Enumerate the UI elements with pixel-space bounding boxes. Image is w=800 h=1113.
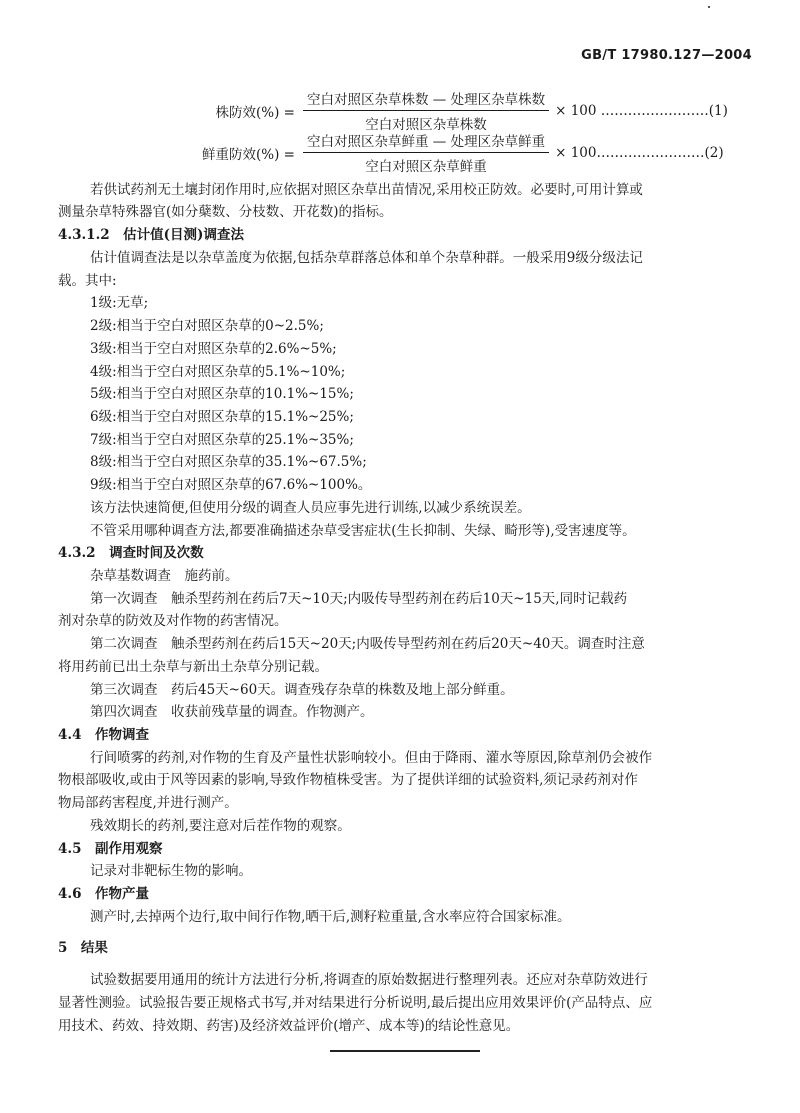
list-item: 1级:无草; bbox=[90, 295, 149, 311]
section-heading: 4.6 作物产量 bbox=[58, 886, 149, 902]
formula-tail: × 100……………………(2) bbox=[555, 144, 724, 161]
section-heading: 5 结果 bbox=[58, 940, 108, 956]
formula-denominator: 空白对照区杂草鲜重 bbox=[365, 159, 487, 175]
paragraph-line: 第二次调查 触杀型药剂在药后15天~20天;内吸传导型药剂在药后20天~40天。调查时注意 bbox=[90, 636, 645, 652]
formula-denominator: 空白对照区杂草株数 bbox=[365, 117, 487, 133]
formula-plant-control-effect bbox=[200, 88, 728, 133]
list-item: 3级:相当于空白对照区杂草的2.6%~5%; bbox=[90, 341, 337, 357]
paragraph-line: 估计值调查法是以杂草盖度为依据,包括杂草群落总体和单个杂草种群。一般采用9级分级法记 bbox=[90, 250, 643, 266]
list-item: 9级:相当于空白对照区杂草的67.6%~100%。 bbox=[90, 477, 372, 493]
list-item: 4级:相当于空白对照区杂草的5.1%~10%; bbox=[90, 364, 346, 380]
standard-code: GB/T 17980.127—2004 bbox=[581, 48, 752, 63]
paragraph-line: 将用药前已出土杂草与新出土杂草分别记载。 bbox=[58, 659, 328, 675]
formula-fresh-weight-control-effect bbox=[200, 130, 724, 175]
paragraph-line: 第一次调查 触杀型药剂在药后7天~10天;内吸传导型药剂在药后10天~15天,同时记载药 bbox=[90, 591, 628, 607]
paragraph-line: 第三次调查 药后45天~60天。调查残存杂草的株数及地上部分鲜重。 bbox=[90, 682, 514, 698]
paragraph-line: 残效期长的药剂,要注意对后茬作物的观察。 bbox=[90, 818, 351, 834]
paragraph-line: 该方法快速简便,但使用分级的调查人员应事先进行训练,以减少系统误差。 bbox=[90, 500, 531, 516]
list-item: 2级:相当于空白对照区杂草的0~2.5%; bbox=[90, 318, 324, 334]
list-item: 6级:相当于空白对照区杂草的15.1%~25%; bbox=[90, 409, 354, 425]
list-item: 8级:相当于空白对照区杂草的35.1%~67.5%; bbox=[90, 454, 367, 470]
paragraph-line: 载。其中: bbox=[58, 273, 117, 289]
section-heading: 4.5 副作用观察 bbox=[58, 841, 163, 857]
paragraph-line: 第四次调查 收获前残草量的调查。作物测产。 bbox=[90, 704, 374, 720]
paragraph-line: 杂草基数调查 施药前。 bbox=[90, 568, 239, 584]
paragraph-line: 不管采用哪种调查方法,都要准确描述杂草受害症状(生长抑制、失绿、畸形等),受害速度等。 bbox=[90, 523, 636, 539]
scan-speck bbox=[708, 6, 710, 8]
formula-tail: × 100 ……………………(1) bbox=[555, 102, 728, 119]
end-of-document-rule bbox=[330, 1050, 480, 1052]
list-item: 7级:相当于空白对照区杂草的25.1%~35%; bbox=[90, 432, 354, 448]
paragraph-line: 用技术、药效、持效期、药害)及经济效益评价(增产、成本等)的结论性意见。 bbox=[58, 1018, 520, 1034]
formula-numerator: 空白对照区杂草鲜重 — 处理区杂草鲜重 bbox=[303, 130, 549, 153]
section-heading: 4.3.2 调查时间及次数 bbox=[58, 545, 204, 561]
paragraph-line: 若供试药剂无土壤封闭作用时,应依据对照区杂草出苗情况,采用校正防效。必要时,可用计算或 bbox=[90, 182, 643, 198]
paragraph-line: 试验数据要用通用的统计方法进行分析,将调查的原始数据进行整理列表。还应对杂草防效进行 bbox=[90, 972, 648, 988]
list-item: 5级:相当于空白对照区杂草的10.1%~15%; bbox=[90, 386, 354, 402]
section-heading: 4.3.1.2 估计值(目测)调查法 bbox=[58, 227, 244, 243]
paragraph-line: 显著性测验。试验报告要正规格式书写,并对结果进行分析说明,最后提出应用效果评价(产品特点、应 bbox=[58, 995, 653, 1011]
paragraph-line: 物根部吸收,或由于风等因素的影响,导致作物植株受害。为了提供详细的试验资料,须记录药剂对作 bbox=[58, 772, 638, 788]
paragraph-line: 测量杂草特殊器官(如分蘖数、分枝数、开花数)的指标。 bbox=[58, 204, 393, 220]
formula-lhs: 株防效(%) = bbox=[215, 104, 295, 121]
formula-fraction bbox=[303, 88, 549, 133]
paragraph-line: 行间喷雾的药剂,对作物的生育及产量性状影响较小。但由于降雨、灌水等原因,除草剂仍会被作 bbox=[90, 750, 653, 766]
formula-fraction bbox=[303, 130, 549, 175]
formula-numerator: 空白对照区杂草株数 — 处理区杂草株数 bbox=[303, 88, 549, 111]
paragraph-line: 测产时,去掉两个边行,取中间行作物,晒干后,测籽粒重量,含水率应符合国家标准。 bbox=[90, 909, 571, 925]
section-heading: 4.4 作物调查 bbox=[58, 727, 149, 743]
paragraph-line: 物局部药害程度,并进行测产。 bbox=[58, 795, 238, 811]
paragraph-line: 剂对杂草的防效及对作物的药害情况。 bbox=[58, 613, 288, 629]
formula-lhs: 鲜重防效(%) = bbox=[202, 146, 295, 163]
paragraph-line: 记录对非靶标生物的影响。 bbox=[90, 863, 252, 879]
